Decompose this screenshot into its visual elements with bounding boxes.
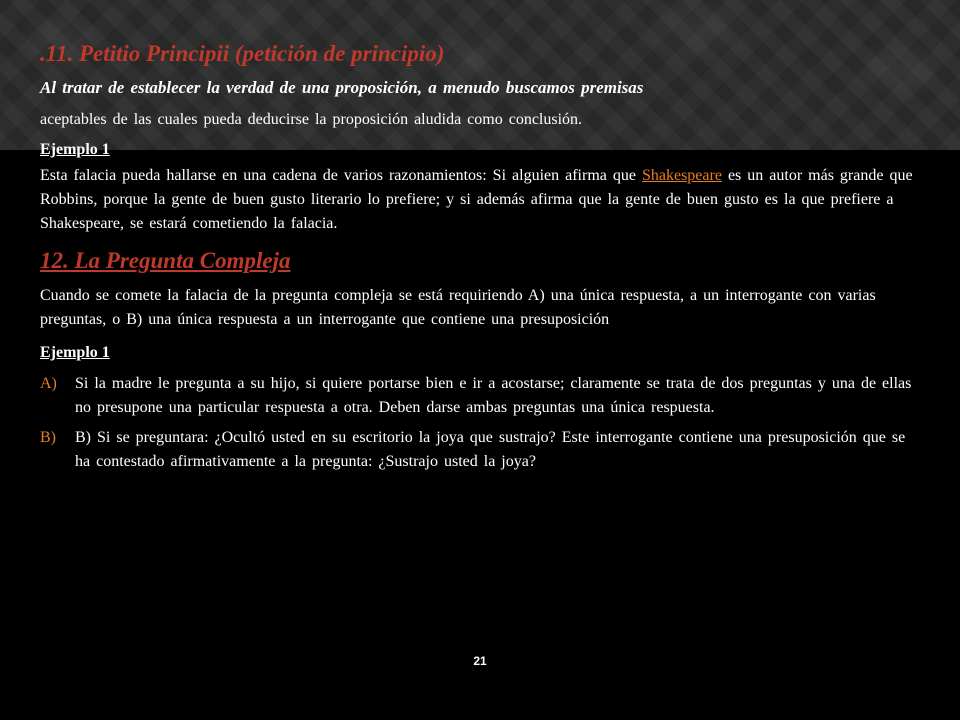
list-item-a-text: Si la madre le pregunta a su hijo, si quiere portarse bien e ir a acostarse; claramente se trata de dos preguntas y una de ellas no presupone una particular respuesta a otra. Deben darse ambas preguntas una única respuesta. — [75, 375, 912, 416]
list-item-b — [40, 426, 920, 474]
slide-content — [40, 38, 920, 474]
example-1-text-start: Esta falacia pueda hallarse en una cadena de varios razonamientos: Si alguien afirma que — [40, 167, 642, 184]
example-1-text-end: es un autor más grande que Robbins, porque la gente de buen gusto literario lo prefiere; y si además afirma que la gente de buen gusto es la que prefiere a Shakespeare, se estará cometiendo la falacia. — [40, 167, 913, 232]
intro-line-1: Al tratar de establecer la verdad de una proposición, a menudo buscamos premisas — [40, 78, 644, 97]
slide-title: .11. Petitio Principii (petición de principio) — [40, 41, 445, 66]
example-2-heading: Ejemplo 1 — [40, 344, 110, 361]
example-1-heading: Ejemplo 1 — [40, 141, 110, 158]
intro-line-2: aceptables de las cuales pueda deducirse la proposición aludida como conclusión. — [40, 111, 583, 128]
section-2-title: 12. La Pregunta Compleja — [40, 248, 291, 273]
example-1-paragraph — [40, 164, 920, 236]
list-marker-b: B) — [40, 429, 56, 446]
page-number: 21 — [473, 654, 487, 668]
list-marker-a: A) — [40, 375, 57, 392]
section-2-paragraph: Cuando se comete la falacia de la pregunta compleja se está requiriendo A) una única respuesta, a un interrogante con varias preguntas, o B) una única respuesta a un interrogante que contiene una presuposición — [40, 287, 876, 328]
shakespeare-link[interactable]: Shakespeare — [641, 167, 722, 184]
list-item-b-text: B) Si se preguntara: ¿Ocultó usted en su escritorio la joya que sustrajo? Este interrogante contiene una presuposición que se ha contestado afirmativamente a la pregunta: ¿Sustrajo usted la joya? — [75, 429, 906, 470]
list-item-a — [40, 372, 920, 420]
